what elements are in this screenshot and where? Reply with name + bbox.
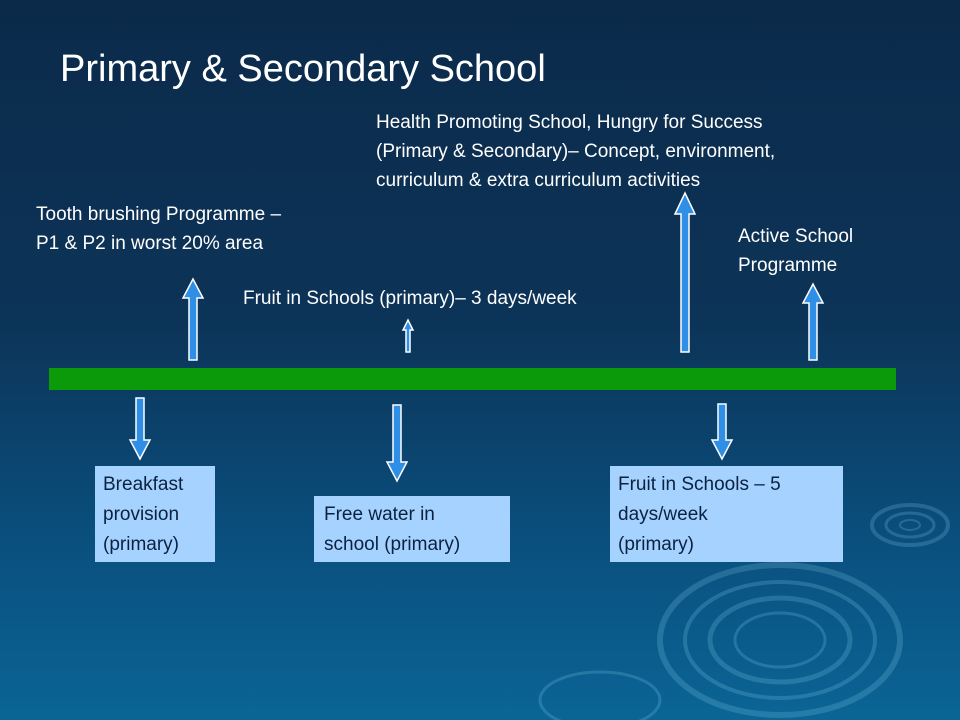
label-line: Programme xyxy=(738,255,838,276)
box-line: Breakfast xyxy=(103,474,184,495)
box-line: days/week xyxy=(618,504,708,525)
label-line: Active School xyxy=(738,226,854,247)
box-line: (primary) xyxy=(618,534,694,555)
label-line: P1 & P2 in worst 20% area xyxy=(36,233,264,254)
label-line: (Primary & Secondary)– Concept, environment, xyxy=(376,141,776,162)
down-arrow-icon xyxy=(387,405,407,481)
up-arrow-icon xyxy=(803,284,823,360)
label-line: Fruit in Schools (primary)– 3 days/week xyxy=(243,288,577,309)
fruit-5-days-box xyxy=(610,466,843,562)
label-line: Health Promoting School, Hungry for Success xyxy=(376,112,763,133)
breakfast-provision-box xyxy=(95,466,215,562)
label-line: curriculum & extra curriculum activities xyxy=(376,170,701,191)
up-arrow-icon xyxy=(675,193,695,352)
label-line: Tooth brushing Programme – xyxy=(36,204,282,225)
box-line: school (primary) xyxy=(324,534,461,555)
up-arrow-icon xyxy=(183,279,203,360)
slide-title: Primary & Secondary School xyxy=(60,48,546,90)
box-line: (primary) xyxy=(103,534,179,555)
box-line: Free water in xyxy=(324,504,435,525)
box-line: provision xyxy=(103,504,180,525)
free-water-box xyxy=(314,496,510,562)
up-arrow-icon xyxy=(403,320,413,352)
down-arrow-icon xyxy=(130,398,150,459)
box-line: Fruit in Schools – 5 xyxy=(618,474,781,495)
down-arrow-icon xyxy=(712,404,732,459)
